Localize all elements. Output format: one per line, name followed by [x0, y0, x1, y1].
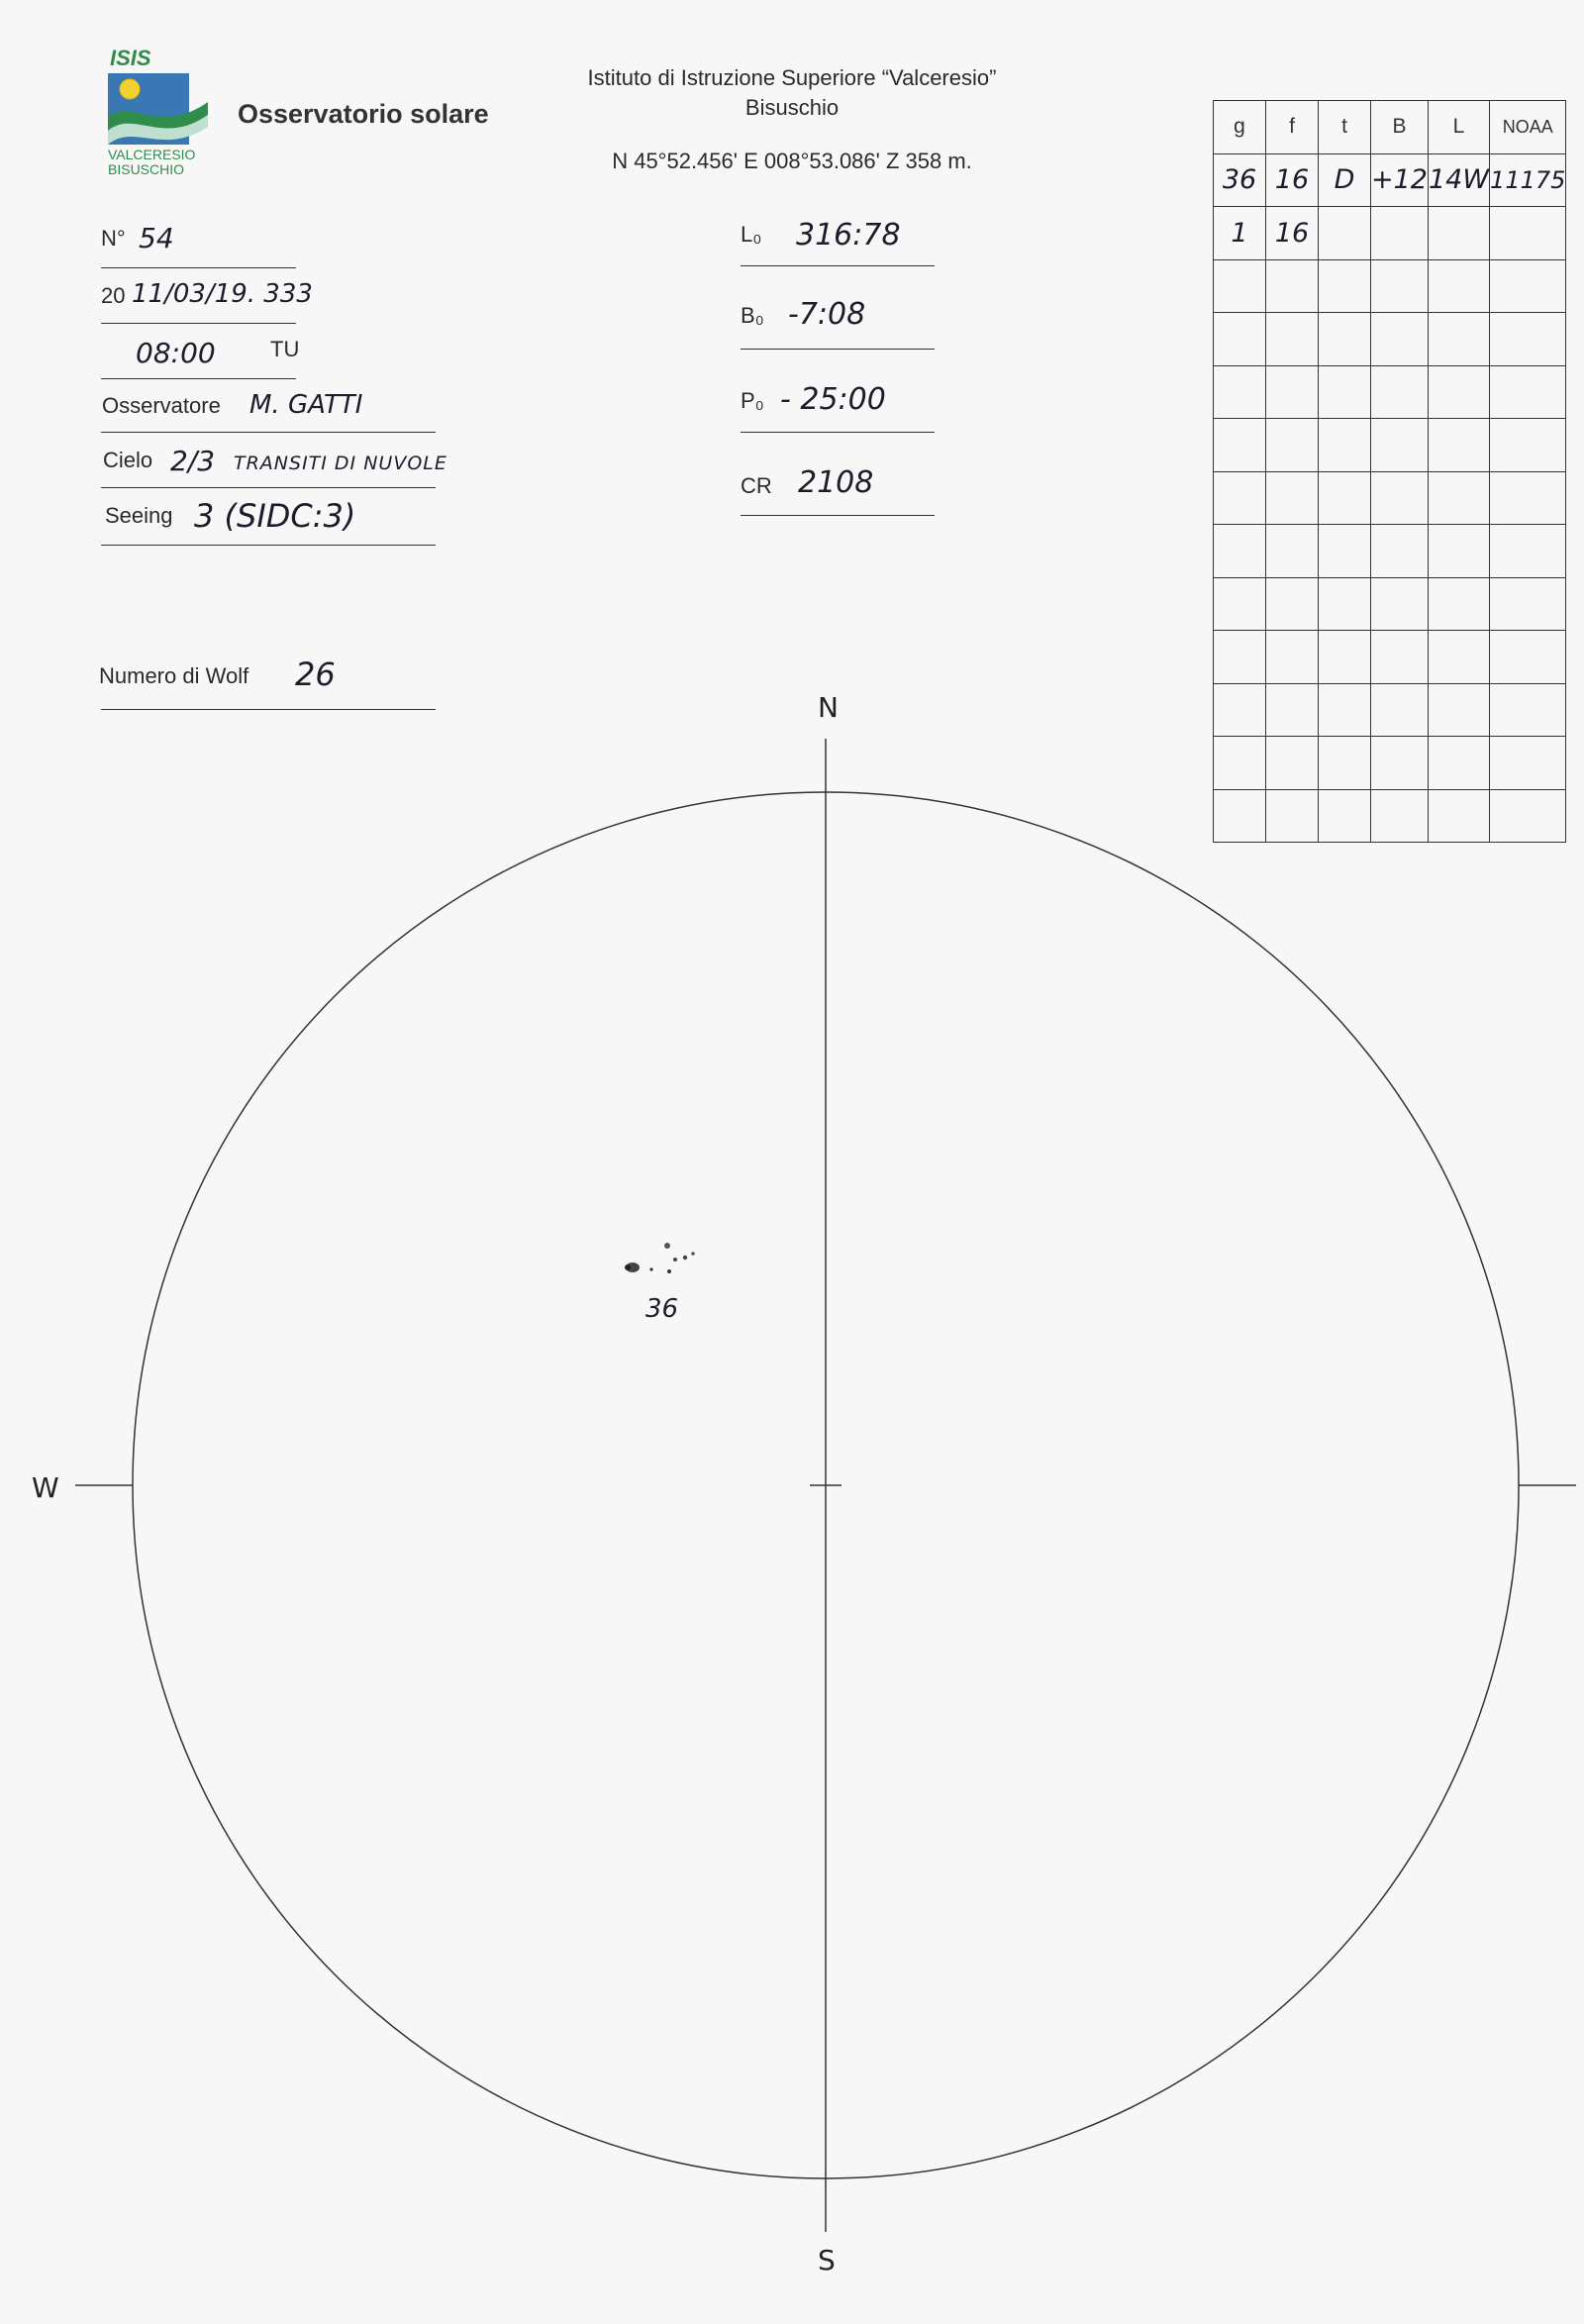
sunspot-small [649, 1267, 652, 1270]
header-b: B [1371, 101, 1429, 154]
time-value: 08:00 [136, 337, 216, 369]
number-label: N° [101, 226, 126, 251]
group-label: 36 [645, 1294, 679, 1324]
table-cell: +12 [1371, 153, 1429, 207]
school-line1: Istituto di Istruzione Superiore “Valceresio” [587, 65, 997, 90]
wolf-label: Numero di Wolf [99, 663, 249, 688]
wolf-value: 26 [295, 656, 336, 693]
sky-value: 2/3 [170, 445, 216, 477]
logo-wordmark: ISIS [110, 48, 151, 70]
table-cell: 16 [1266, 153, 1319, 207]
cr-value: 2108 [798, 465, 874, 500]
table-cell: 14W [1428, 153, 1489, 207]
l0-value: 316:78 [796, 218, 901, 253]
date-prefix: 20 [101, 283, 126, 308]
north-label: N [818, 691, 839, 724]
west-label: W [32, 1471, 59, 1504]
table-cell: 16 [1266, 207, 1319, 260]
table-cell: 11175 [1490, 153, 1566, 207]
b0-label: B₀ [741, 303, 764, 328]
sunspot-small [683, 1256, 687, 1260]
observatory-title: Osservatorio solare [238, 99, 489, 129]
sky-label: Cielo [103, 448, 153, 472]
b0-value: -7:08 [788, 297, 866, 332]
l0-label: L₀ [741, 222, 762, 247]
site-coordinates: N 45°52.456' E 008°53.086' Z 358 m. [612, 149, 972, 173]
p0-label: P₀ [741, 388, 764, 413]
seeing-label: Seeing [105, 503, 173, 528]
header-noaa: NOAA [1490, 101, 1566, 154]
sunspot-small [691, 1252, 695, 1256]
sunspot-small [673, 1258, 677, 1262]
header-l: L [1428, 101, 1489, 154]
number-value: 54 [139, 222, 174, 254]
table-cell: 36 [1214, 153, 1266, 207]
cr-label: CR [741, 473, 772, 498]
logo-place: VALCERESIO [108, 147, 196, 162]
south-label: S [818, 2244, 836, 2276]
logo-place2: BISUSCHIO [108, 161, 185, 177]
observer-value: M. GATTI [249, 390, 363, 420]
sky-note: TRANSITI DI NUVOLE [234, 453, 447, 474]
sunspot-umbra [625, 1264, 631, 1270]
sunspot-small [664, 1243, 670, 1249]
date-value: 11/03/19. 333 [132, 279, 313, 309]
time-unit: TU [270, 337, 300, 361]
header-f: f [1266, 101, 1319, 154]
header-g: g [1214, 101, 1266, 154]
seeing-value: 3 (SIDC:3) [194, 497, 356, 535]
sunspot-small [667, 1269, 671, 1273]
table-cell: 1 [1214, 207, 1266, 260]
table-cell: D [1319, 153, 1371, 207]
observer-label: Osservatore [102, 393, 221, 418]
header-t: t [1319, 101, 1371, 154]
school-line2: Bisuschio [744, 95, 840, 120]
p0-value: - 25:00 [780, 382, 886, 417]
